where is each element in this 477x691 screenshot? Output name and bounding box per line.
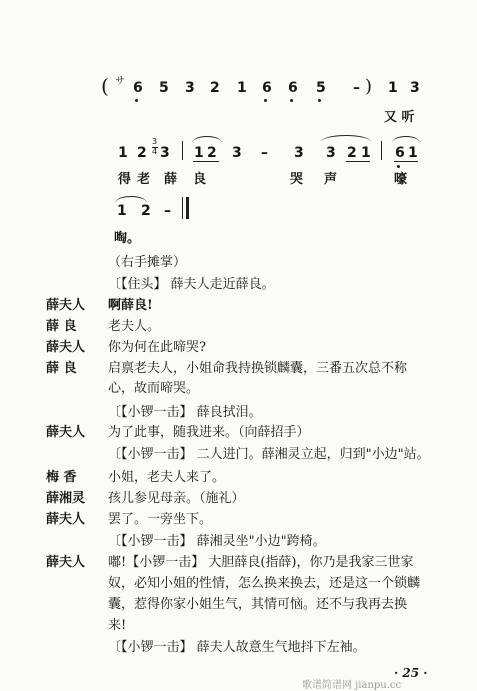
- note: 6: [395, 145, 405, 161]
- beam: [193, 161, 219, 162]
- speaker: 梅 香: [46, 470, 77, 485]
- dialogue-text: 奴，必知小姐的性情，怎么换来换去，还是这一个锁麟: [108, 576, 421, 591]
- lyric: 哭: [290, 172, 304, 187]
- slur: [115, 196, 147, 203]
- low-octave-dot: [318, 99, 321, 102]
- dialogue-text: 罢了。一旁坐下。: [108, 512, 213, 527]
- note: 3: [160, 145, 170, 161]
- lyric: 啕。: [114, 231, 141, 246]
- beam: [394, 161, 418, 162]
- barline: [182, 141, 183, 160]
- note: 6: [262, 80, 272, 96]
- dialogue-text: 来!: [108, 618, 127, 633]
- note: 2: [210, 80, 220, 96]
- speaker: 薛 良: [46, 319, 77, 334]
- close-paren: ): [365, 76, 373, 97]
- note: 3: [326, 145, 336, 161]
- final-barline-thin: [182, 197, 183, 219]
- note: 6: [288, 80, 298, 96]
- slur: [192, 136, 222, 143]
- dialogue-text: 启禀老夫人，小姐命我持换锁麟囊，三番五次总不称: [108, 361, 408, 376]
- stage-direction: 〔【小锣一击】 薛湘灵坐"小边"跨椅。: [108, 534, 326, 549]
- dialogue-text: 嘟!【小锣一击】 大胆薛良(指薛)，你乃是我家三世家: [108, 555, 414, 570]
- stage-direction: 〔【小锣一击】 二人进门。薛湘灵立起，归到"小边"站。: [108, 447, 430, 462]
- note: 1: [361, 145, 371, 161]
- note: 3: [410, 80, 420, 96]
- low-octave-dot: [135, 99, 138, 102]
- lyric: 良: [193, 172, 207, 187]
- dialogue-text: 心，故而啼哭。: [108, 381, 200, 396]
- note: 2: [347, 145, 357, 161]
- time-signature-bottom: 4: [152, 147, 158, 156]
- dialogue-text: 你为何在此啼哭?: [108, 340, 206, 355]
- speaker: 薛夫人: [46, 555, 86, 570]
- stage-direction: 〔【小锣一击】 薛良拭泪。: [108, 405, 262, 420]
- dash: –: [353, 80, 360, 96]
- dialogue-text: 老夫人。: [108, 319, 161, 334]
- note: 2: [137, 145, 147, 161]
- low-octave-dot: [264, 99, 267, 102]
- speaker: 薛 良: [46, 361, 77, 376]
- dash: –: [261, 145, 268, 161]
- note: 1: [408, 145, 418, 161]
- note: 2: [141, 203, 151, 219]
- dialogue-text: 啊薛良!: [108, 298, 153, 313]
- note: 5: [159, 80, 169, 96]
- low-octave-dot: [290, 99, 293, 102]
- note: 3: [185, 80, 195, 96]
- dash: –: [164, 203, 171, 219]
- time-signature-top: 3: [152, 137, 158, 146]
- stage-direction: 〔【住头】 薛夫人走近薛良。: [108, 277, 275, 292]
- dialogue-text: 小姐，老夫人来了。: [108, 470, 226, 485]
- slur: [321, 135, 371, 142]
- note: 1: [117, 203, 127, 219]
- note: 3: [232, 145, 242, 161]
- speaker: 薛夫人: [46, 425, 86, 440]
- note: 5: [316, 80, 326, 96]
- note: 1: [118, 145, 128, 161]
- lyric: 声: [324, 172, 338, 187]
- note: 1: [237, 80, 247, 96]
- page-number: · 25 ·: [394, 666, 428, 680]
- final-barline-thick: [186, 197, 189, 219]
- speaker: 薛夫人: [46, 340, 86, 355]
- note: 1: [388, 80, 398, 96]
- open-paren: (: [101, 74, 109, 98]
- lyric: 又 听: [384, 110, 415, 125]
- speaker: 薛夫人: [46, 298, 86, 313]
- dialogue-text: 为了此事，随我进来。（向薛招手）: [108, 425, 310, 440]
- watermark: 歌谱简谱网 jianpu.cc: [302, 680, 402, 691]
- lyric: 薛: [164, 172, 178, 187]
- speaker: 薛夫人: [46, 512, 86, 527]
- note: 2: [207, 145, 217, 161]
- dialogue-text: 囊，惹得你家小姐生气，其情可恼。还不与我再去换: [108, 597, 408, 612]
- beam: [346, 161, 370, 162]
- tempo-mark: サ: [115, 76, 125, 87]
- lyric: 老: [137, 172, 151, 187]
- dialogue-text: 孩儿参见母亲。（施礼）: [108, 491, 245, 506]
- stage-direction: （右手摊掌）: [108, 255, 187, 270]
- note: 6: [133, 80, 143, 96]
- slur: [392, 136, 420, 143]
- barline: [381, 141, 382, 160]
- lyric: 嚎: [394, 172, 408, 187]
- note: 3: [294, 145, 304, 161]
- stage-direction: 〔【小锣一击】 薛夫人故意生气地抖下左袖。: [108, 640, 366, 655]
- lyric: 得: [118, 172, 132, 187]
- speaker: 薛湘灵: [46, 491, 86, 506]
- note: 1: [194, 145, 204, 161]
